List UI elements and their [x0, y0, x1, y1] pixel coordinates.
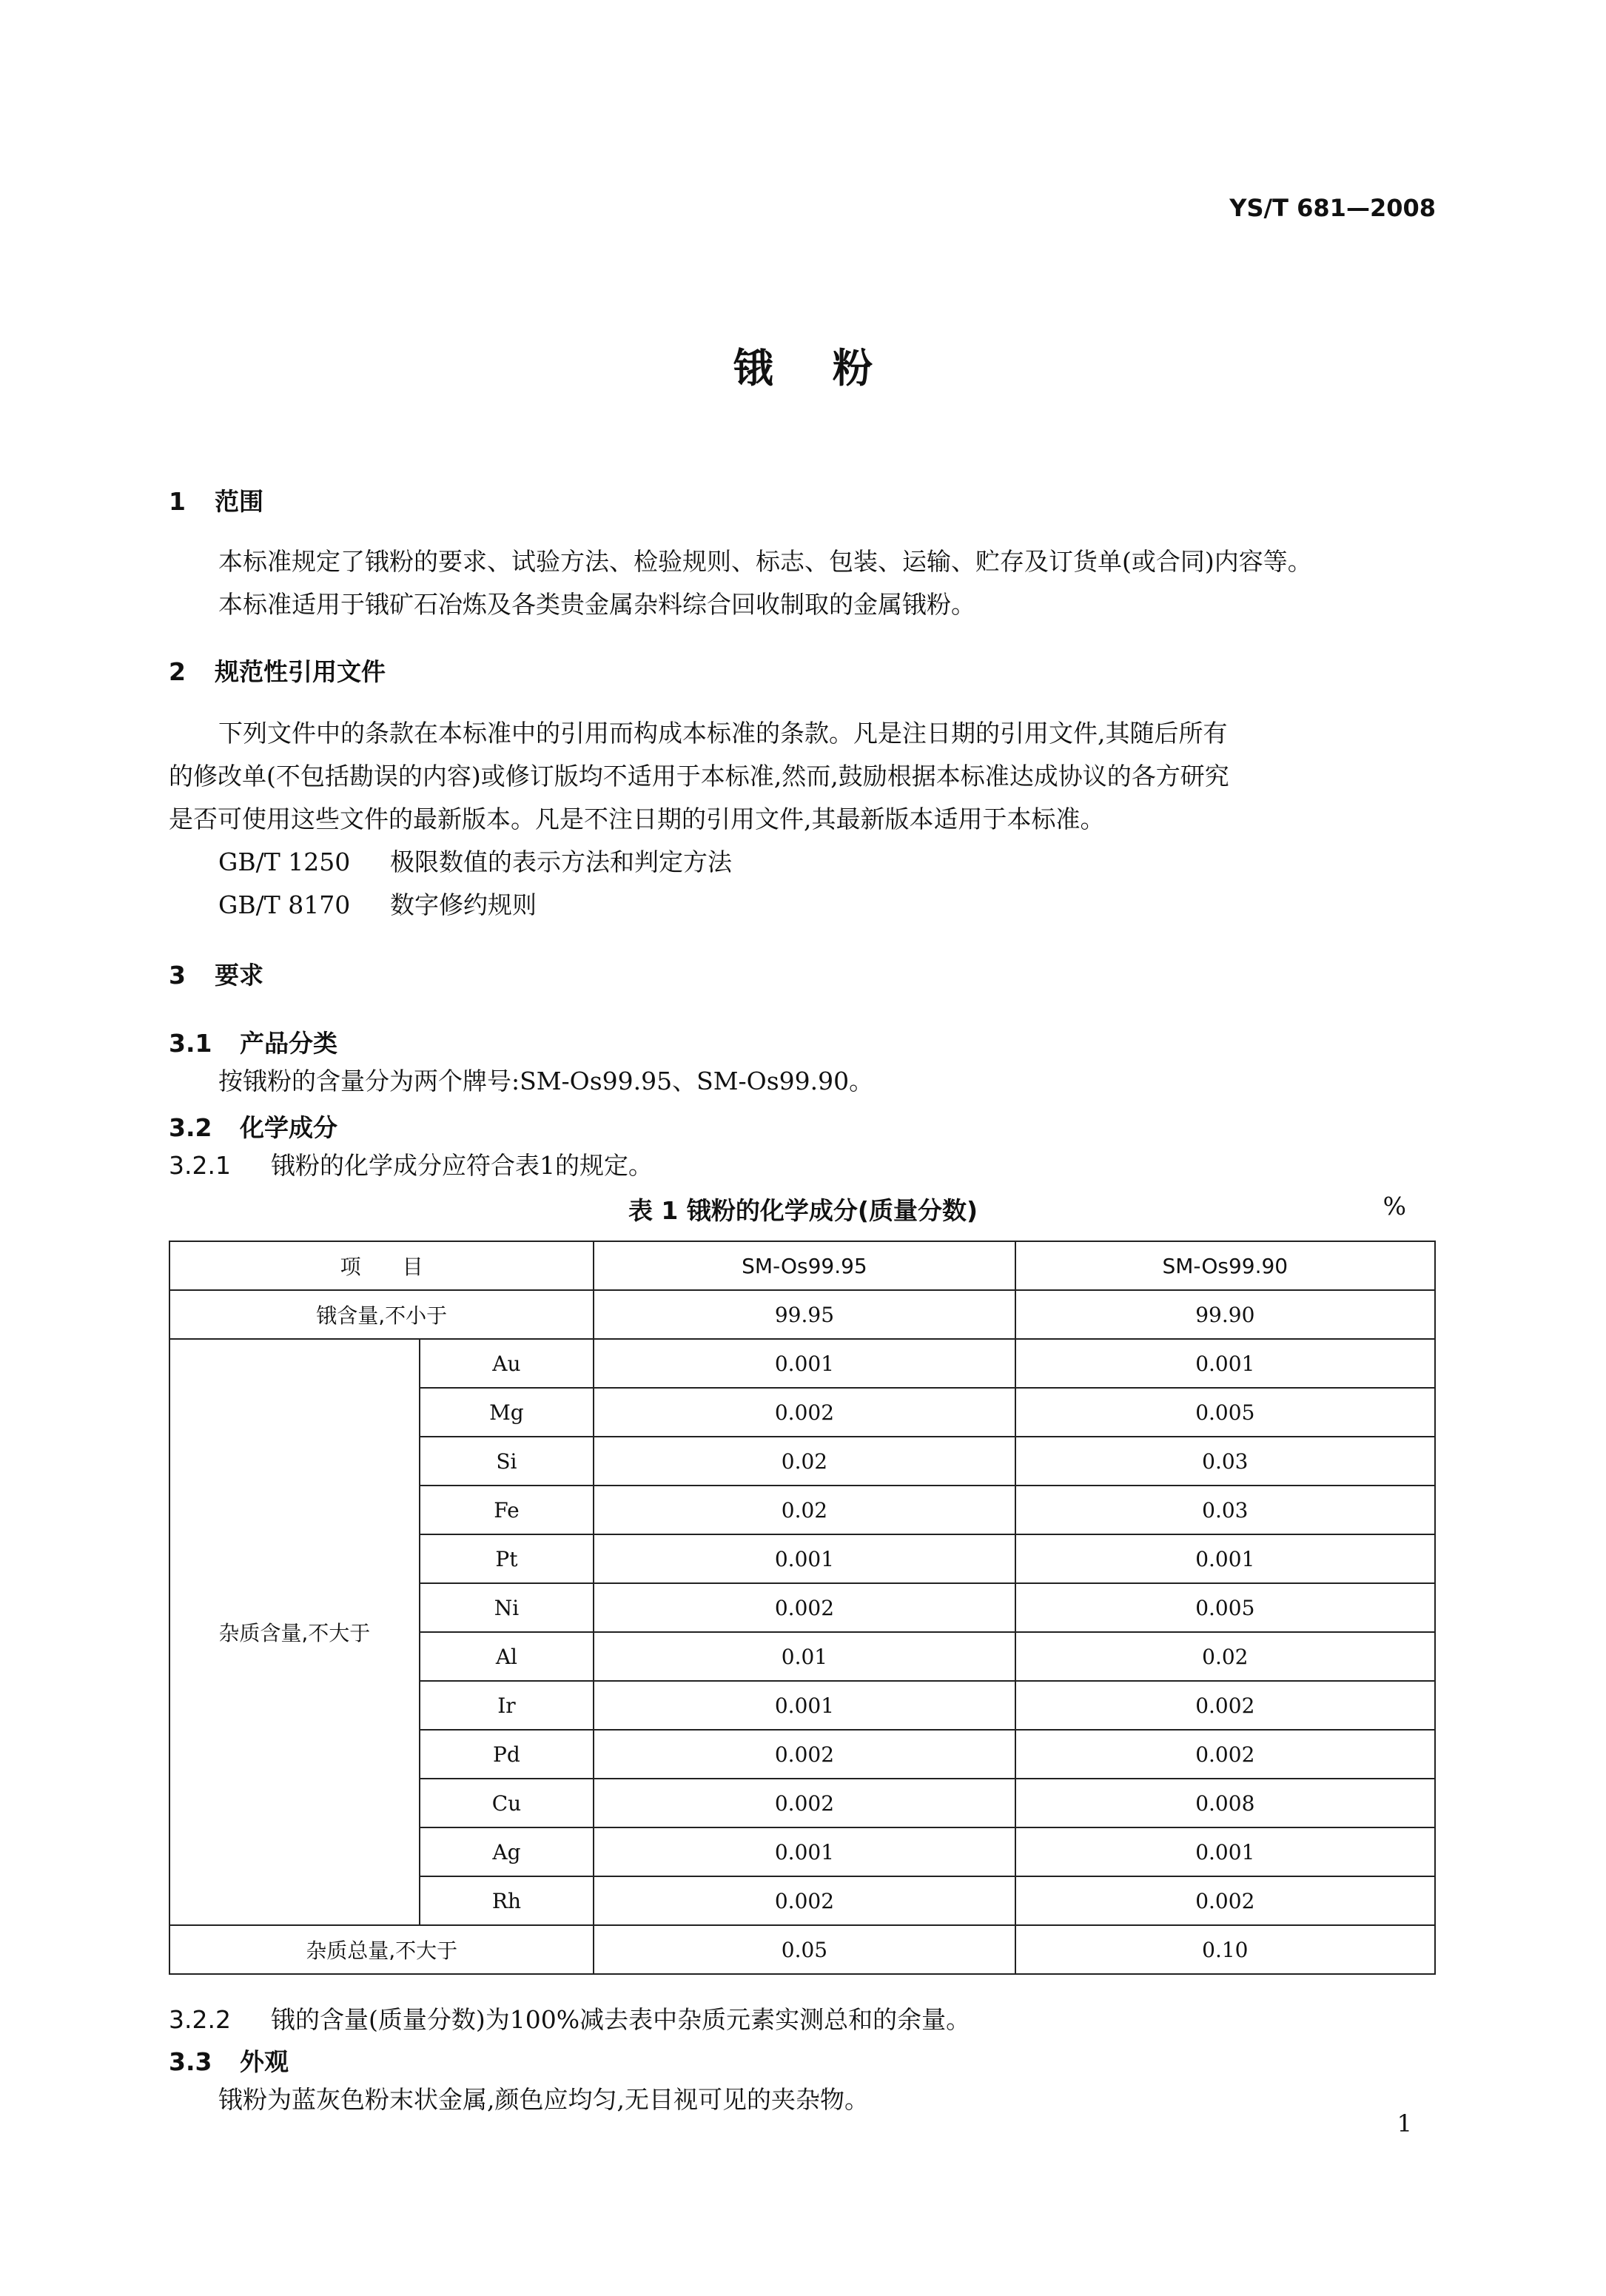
cell-grade-2: 0.002: [1015, 1681, 1435, 1730]
paragraph: 本标准规定了锇粉的要求、试验方法、检验规则、标志、包装、运输、贮存及订货单(或合同)内容等。: [218, 547, 1312, 576]
cell-grade-1: 0.02: [594, 1486, 1015, 1534]
element-cell: Al: [420, 1632, 594, 1681]
chemical-composition-table: [169, 1241, 1436, 1975]
cell-grade-2: 0.005: [1015, 1583, 1435, 1632]
osmium-content-row: [169, 1290, 1435, 1339]
normative-reference: [218, 884, 537, 927]
section-title: 外观: [240, 2047, 289, 2076]
cell-grade-1: 0.001: [594, 1681, 1015, 1730]
cell-grade-1: 0.001: [594, 1339, 1015, 1388]
cell-grade-2: 0.001: [1015, 1534, 1435, 1583]
clause-number: 3.2.2: [169, 2005, 231, 2034]
section-number: 3: [169, 961, 186, 990]
reference-code: GB/T 1250: [218, 847, 351, 876]
reference-title: 极限数值的表示方法和判定方法: [390, 847, 732, 876]
cell-grade-1: 0.001: [594, 1534, 1015, 1583]
section-3-2-heading: [169, 1109, 337, 1144]
element-cell: Cu: [420, 1779, 594, 1827]
paragraph: 本标准适用于锇矿石冶炼及各类贵金属杂料综合回收制取的金属锇粉。: [218, 590, 975, 619]
element-cell: Fe: [420, 1486, 594, 1534]
reference-code: GB/T 8170: [218, 890, 351, 919]
header-grade-2: SM-Os99.90: [1015, 1241, 1435, 1290]
cell-grade-1: 0.001: [594, 1827, 1015, 1876]
paragraph: 锇粉为蓝灰色粉末状金属,颜色应均匀,无目视可见的夹杂物。: [218, 2085, 869, 2114]
cell-grade-1: 0.05: [594, 1925, 1015, 1974]
impurity-group-label: 杂质含量,不大于: [169, 1339, 420, 1925]
cell-grade-2: 0.002: [1015, 1876, 1435, 1925]
section-number: 1: [169, 487, 186, 516]
row-label: 杂质总量,不大于: [169, 1925, 594, 1974]
header-item: 项 目: [169, 1241, 594, 1290]
impurity-row: [169, 1339, 1435, 1388]
section-title: 要求: [215, 961, 263, 990]
cell-grade-2: 0.03: [1015, 1486, 1435, 1534]
cell-grade-2: 0.10: [1015, 1925, 1435, 1974]
cell-grade-1: 0.02: [594, 1437, 1015, 1486]
clause-number: 3.2.1: [169, 1151, 231, 1180]
element-cell: Pd: [420, 1730, 594, 1779]
cell-grade-1: 0.002: [594, 1730, 1015, 1779]
cell-grade-2: 0.005: [1015, 1388, 1435, 1437]
paragraph-line: 是否可使用这些文件的最新版本。凡是不注日期的引用文件,其最新版本适用于本标准。: [169, 805, 1105, 833]
normative-reference: [218, 841, 732, 884]
cell-grade-2: 0.008: [1015, 1779, 1435, 1827]
row-label: 锇含量,不小于: [169, 1290, 594, 1339]
section-title: 规范性引用文件: [215, 657, 386, 686]
cell-grade-1: 99.95: [594, 1290, 1015, 1339]
clause-text: 锇的含量(质量分数)为100%减去表中杂质元素实测总和的余量。: [271, 2005, 971, 2034]
clause-text: 锇粉的化学成分应符合表1的规定。: [271, 1151, 653, 1180]
table-unit: %: [1382, 1192, 1406, 1221]
cell-grade-2: 0.001: [1015, 1339, 1435, 1388]
cell-grade-2: 0.001: [1015, 1827, 1435, 1876]
document-title: 锇粉: [733, 345, 932, 392]
section-title: 化学成分: [240, 1113, 337, 1142]
element-cell: Si: [420, 1437, 594, 1486]
section-number: 3.1: [169, 1029, 212, 1058]
section-3-1-heading: [169, 1024, 337, 1059]
section-number: 3.2: [169, 1113, 212, 1142]
element-cell: Mg: [420, 1388, 594, 1437]
section-3-heading: [169, 956, 263, 991]
standard-code: YS/T 681—2008: [1229, 194, 1436, 222]
element-cell: Au: [420, 1339, 594, 1388]
table-caption: 表 1 锇粉的化学成分(质量分数): [628, 1196, 978, 1225]
cell-grade-1: 0.002: [594, 1388, 1015, 1437]
page-number: 1: [1397, 2109, 1412, 2138]
total-impurity-row: [169, 1925, 1435, 1974]
cell-grade-1: 0.002: [594, 1779, 1015, 1827]
paragraph: 按锇粉的含量分为两个牌号:SM-Os99.95、SM-Os99.90。: [218, 1067, 874, 1095]
cell-grade-2: 99.90: [1015, 1290, 1435, 1339]
cell-grade-2: 0.03: [1015, 1437, 1435, 1486]
section-number: 3.3: [169, 2047, 212, 2076]
section-3-3-heading: [169, 2043, 289, 2078]
section-2-heading: [169, 653, 386, 688]
section-title: 范围: [215, 487, 263, 516]
cell-grade-2: 0.02: [1015, 1632, 1435, 1681]
section-number: 2: [169, 657, 186, 686]
cell-grade-1: 0.002: [594, 1876, 1015, 1925]
element-cell: Ag: [420, 1827, 594, 1876]
section-1-heading: [169, 483, 263, 517]
paragraph-line: 的修改单(不包括勘误的内容)或修订版均不适用于本标准,然而,鼓励根据本标准达成协议的各方研究: [169, 762, 1229, 790]
element-cell: Ir: [420, 1681, 594, 1730]
table-header-row: [169, 1241, 1435, 1290]
cell-grade-2: 0.002: [1015, 1730, 1435, 1779]
element-cell: Rh: [420, 1876, 594, 1925]
cell-grade-1: 0.002: [594, 1583, 1015, 1632]
paragraph-line: 下列文件中的条款在本标准中的引用而构成本标准的条款。凡是注日期的引用文件,其随后所有: [218, 719, 1228, 748]
element-cell: Ni: [420, 1583, 594, 1632]
header-grade-1: SM-Os99.95: [594, 1241, 1015, 1290]
clause-3-2-2: [169, 1998, 970, 2041]
element-cell: Pt: [420, 1534, 594, 1583]
section-title: 产品分类: [240, 1029, 337, 1058]
cell-grade-1: 0.01: [594, 1632, 1015, 1681]
reference-title: 数字修约规则: [390, 890, 537, 919]
clause-3-2-1: [169, 1144, 653, 1187]
